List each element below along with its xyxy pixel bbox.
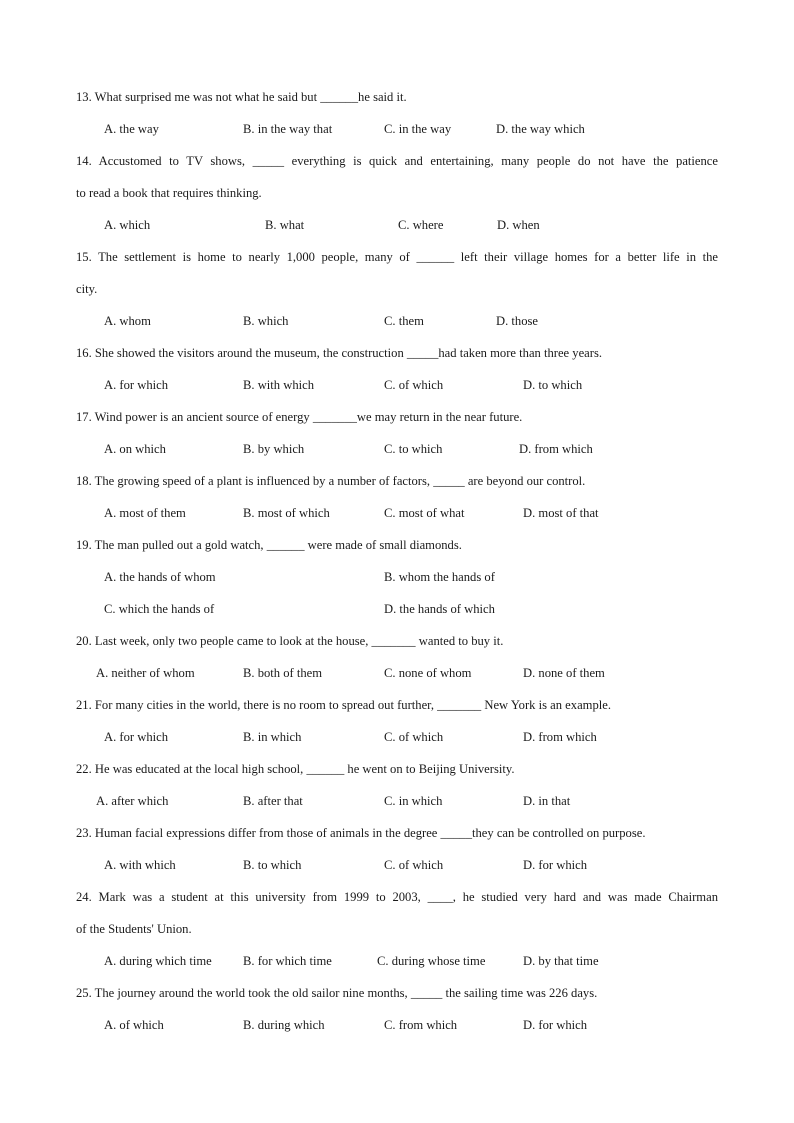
question-14-option-b[interactable]: B. what <box>265 218 305 232</box>
question-16-stem: 16. She showed the visitors around the museum, the construction _____had taken more than three years. <box>76 346 603 360</box>
question-24-option-d[interactable]: D. by that time <box>523 954 599 968</box>
question-15-stem-line-1: 15. The settlement is home to nearly 1,000 people, many of ______ left their village homes for a better life in the <box>76 250 718 264</box>
question-23-option-d[interactable]: D. for which <box>523 858 588 872</box>
question-18-option-d[interactable]: D. most of that <box>523 506 599 520</box>
question-17-option-a[interactable]: A. on which <box>104 442 166 456</box>
question-13-option-b[interactable]: B. in the way that <box>243 122 333 136</box>
question-15-option-d[interactable]: D. those <box>496 314 538 328</box>
question-17-option-b[interactable]: B. by which <box>243 442 305 456</box>
question-15-option-a[interactable]: A. whom <box>104 314 151 328</box>
question-14-option-a[interactable]: A. which <box>104 218 151 232</box>
question-24-option-b[interactable]: B. for which time <box>243 954 332 968</box>
question-17-option-c[interactable]: C. to which <box>384 442 443 456</box>
question-19-option-c[interactable]: C. which the hands of <box>104 602 215 616</box>
question-15-option-c[interactable]: C. them <box>384 314 424 328</box>
question-19-option-b[interactable]: B. whom the hands of <box>384 570 495 584</box>
question-13-option-d[interactable]: D. the way which <box>496 122 585 136</box>
question-14-stem-line-1: 14. Accustomed to TV shows, _____ everything is quick and entertaining, many people do not have the patience <box>76 154 718 168</box>
question-22-option-b[interactable]: B. after that <box>243 794 303 808</box>
question-25-option-c[interactable]: C. from which <box>384 1018 458 1032</box>
question-14-option-d[interactable]: D. when <box>497 218 540 232</box>
question-22-option-d[interactable]: D. in that <box>523 794 571 808</box>
question-22-stem: 22. He was educated at the local high school, ______ he went on to Beijing University. <box>76 762 515 776</box>
question-18-option-b[interactable]: B. most of which <box>243 506 330 520</box>
question-13-option-a[interactable]: A. the way <box>104 122 159 136</box>
question-17-stem: 17. Wind power is an ancient source of energy _______we may return in the near future. <box>76 410 523 424</box>
question-20-stem: 20. Last week, only two people came to look at the house, _______ wanted to buy it. <box>76 634 504 648</box>
question-15-stem-line-2: city. <box>76 282 98 296</box>
question-25-option-d[interactable]: D. for which <box>523 1018 588 1032</box>
question-20-option-a[interactable]: A. neither of whom <box>96 666 195 680</box>
question-13-option-c[interactable]: C. in the way <box>384 122 452 136</box>
question-22-option-a[interactable]: A. after which <box>96 794 169 808</box>
question-17-option-d[interactable]: D. from which <box>519 442 593 456</box>
question-16-option-c[interactable]: C. of which <box>384 378 444 392</box>
question-21-stem: 21. For many cities in the world, there is no room to spread out further, _______ New York is an example. <box>76 698 611 712</box>
question-25-option-a[interactable]: A. of which <box>104 1018 164 1032</box>
question-18-option-a[interactable]: A. most of them <box>104 506 186 520</box>
question-19-stem: 19. The man pulled out a gold watch, ______ were made of small diamonds. <box>76 538 462 552</box>
question-21-option-d[interactable]: D. from which <box>523 730 597 744</box>
question-18-option-c[interactable]: C. most of what <box>384 506 465 520</box>
question-20-option-c[interactable]: C. none of whom <box>384 666 472 680</box>
question-24-stem-line-1: 24. Mark was a student at this university from 1999 to 2003, ____, he studied very hard and was made Chairman <box>76 890 718 904</box>
question-14-option-c[interactable]: C. where <box>398 218 444 232</box>
question-20-option-b[interactable]: B. both of them <box>243 666 323 680</box>
question-21-option-b[interactable]: B. in which <box>243 730 302 744</box>
question-21-option-a[interactable]: A. for which <box>104 730 169 744</box>
question-20-option-d[interactable]: D. none of them <box>523 666 605 680</box>
question-16-option-b[interactable]: B. with which <box>243 378 315 392</box>
question-25-stem: 25. The journey around the world took the old sailor nine months, _____ the sailing time was 226 days. <box>76 986 598 1000</box>
question-13-stem: 13. What surprised me was not what he said but ______he said it. <box>76 90 407 104</box>
question-15-option-b[interactable]: B. which <box>243 314 289 328</box>
question-21-option-c[interactable]: C. of which <box>384 730 444 744</box>
question-23-option-c[interactable]: C. of which <box>384 858 444 872</box>
question-25-option-b[interactable]: B. during which <box>243 1018 325 1032</box>
question-19-option-a[interactable]: A. the hands of whom <box>104 570 216 584</box>
question-24-option-a[interactable]: A. during which time <box>104 954 212 968</box>
question-23-option-a[interactable]: A. with which <box>104 858 176 872</box>
question-24-option-c[interactable]: C. during whose time <box>377 954 486 968</box>
question-19-option-d[interactable]: D. the hands of which <box>384 602 495 616</box>
question-22-option-c[interactable]: C. in which <box>384 794 443 808</box>
question-16-option-d[interactable]: D. to which <box>523 378 583 392</box>
question-16-option-a[interactable]: A. for which <box>104 378 169 392</box>
question-18-stem: 18. The growing speed of a plant is influenced by a number of factors, _____ are beyond our control. <box>76 474 586 488</box>
question-23-option-b[interactable]: B. to which <box>243 858 302 872</box>
question-14-stem-line-2: to read a book that requires thinking. <box>76 186 262 200</box>
question-24-stem-line-2: of the Students' Union. <box>76 922 192 936</box>
question-23-stem: 23. Human facial expressions differ from those of animals in the degree _____they can be controlled on purpose. <box>76 826 646 840</box>
